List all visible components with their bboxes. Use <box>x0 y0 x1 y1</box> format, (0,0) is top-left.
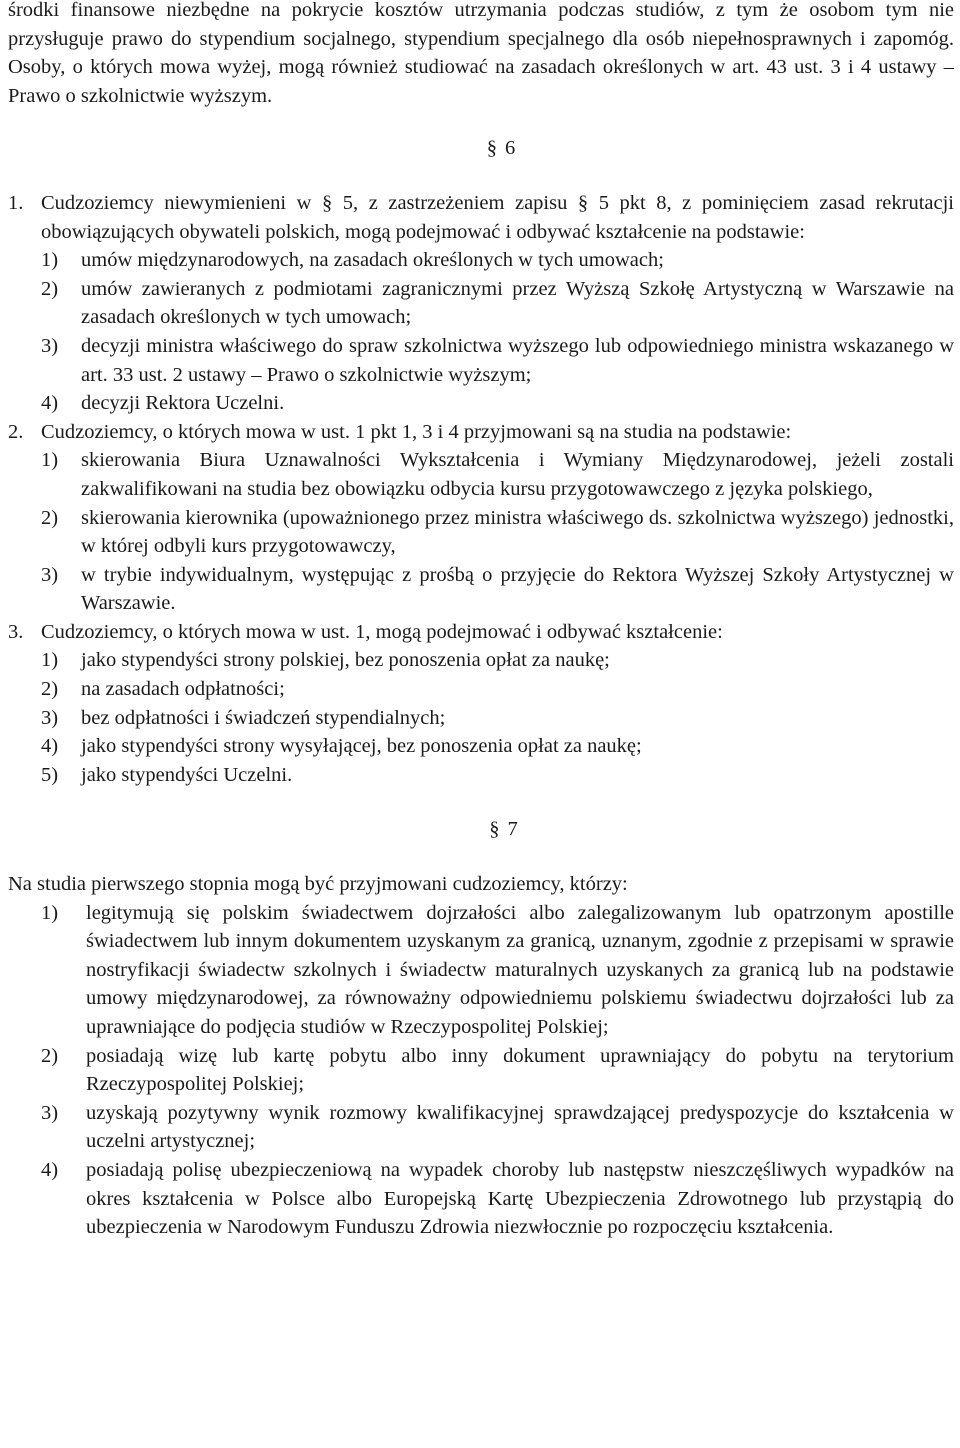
list-item-text: jako stypendyści Uczelni. <box>81 763 293 786</box>
list-item-number: 2) <box>41 1044 59 1067</box>
list-item <box>8 275 954 332</box>
list-item-number: 3) <box>41 334 59 357</box>
list-item-text: legitymują się polskim świadectwem dojrzałości albo zalegalizowanym lub opatrzonym apostille świadectwem lub innym dokumentem uzyskanym za granicą, uznanym, zgodnie z przepisami w sprawie nostryfikacji świadectw szkolnych i świadectw maturalnych uzyskanych za granicą lub na podstawie umowy międzynarodowej, za równoważny odpowiedniemu polskiemu świadectwu dojrzałości lub za uprawniające do podjęcia studiów w Rzeczypospolitej Polskiej; <box>86 901 954 1038</box>
list-item-number: 1) <box>41 649 59 672</box>
list-item-text: umów międzynarodowych, na zasadach określonych w tych umowach; <box>81 249 664 272</box>
paragraph-text: Cudzoziemcy niewymienieni w § 5, z zastrzeżeniem zapisu § 5 pkt 8, z pominięciem zasad rekrutacji obowiązujących obywateli polskich, mogą podejmować i odbywać kształcenie na podstawie: <box>41 191 954 243</box>
list-item-text: jako stypendyści strony polskiej, bez ponoszenia opłat za naukę; <box>81 649 610 672</box>
list-item <box>8 675 954 704</box>
list-item-number: 2) <box>41 277 59 300</box>
paragraph-item <box>8 418 954 447</box>
list-item-number: 4) <box>41 1158 59 1181</box>
list-item <box>8 704 954 733</box>
paragraph-number: 3. <box>8 620 24 643</box>
list-item-text: jako stypendyści strony wysyłającej, bez ponoszenia opłat za naukę; <box>81 735 642 758</box>
list-item <box>8 1099 954 1156</box>
list-item <box>8 732 954 761</box>
list-item-number: 4) <box>41 735 59 758</box>
list-item-number: 2) <box>41 678 59 701</box>
list-item <box>8 446 954 503</box>
list-item-number: 1) <box>41 901 59 924</box>
list-item-text: uzyskają pozytywny wynik rozmowy kwalifikacyjnej sprawdzającej predyspozycje do kształcenia w uczelni artystycznej; <box>86 1101 954 1153</box>
intro-paragraph: środki finansowe niezbędne na pokrycie kosztów utrzymania podczas studiów, z tym że osobom tym nie przysługuje prawo do stypendium socjalnego, stypendium specjalnego dla osób niepełnosprawnych i zapomóg. Osoby, o których mowa wyżej, mogą również studiować na zasadach określonych w art. 43 ust. 3 i 4 ustawy – Prawo o szkolnictwie wyższym. <box>8 0 954 107</box>
list-item-number: 1) <box>41 449 59 472</box>
section-symbol: § <box>486 137 497 160</box>
section-7-intro: Na studia pierwszego stopnia mogą być przyjmowani cudzoziemcy, którzy: <box>8 873 628 896</box>
list-item <box>8 646 954 675</box>
list-item-number: 3) <box>41 1101 59 1124</box>
paragraph-item <box>8 189 954 246</box>
section-symbol: § <box>489 818 500 841</box>
paragraph-number: 1. <box>8 191 24 214</box>
list-item <box>8 332 954 389</box>
section-7-heading <box>8 815 954 844</box>
list-item-number: 2) <box>41 506 59 529</box>
list-item-text: decyzji ministra właściwego do spraw szkolnictwa wyższego lub odpowiedniego ministra wskazanego w art. 33 ust. 2 ustawy – Prawo o szkolnictwie wyższym; <box>81 334 954 386</box>
document-content <box>8 0 954 1242</box>
list-item <box>8 504 954 561</box>
list-item-text: bez odpłatności i świadczeń stypendialnych; <box>81 706 446 729</box>
section-number: 7 <box>507 818 518 841</box>
list-item <box>8 246 954 275</box>
list-item-text: w trybie indywidualnym, występując z prośbą o przyjęcie do Rektora Wyższej Szkoły Artystycznej w Warszawie. <box>81 563 954 615</box>
list-item-text: na zasadach odpłatności; <box>81 678 285 701</box>
list-item-text: posiadają polisę ubezpieczeniową na wypadek choroby lub następstw nieszczęśliwych wypadków na okres kształcenia w Polsce albo Europejską Kartę Ubezpieczenia Zdrowotnego lub przystąpią do ubezpieczenia w Narodowym Funduszu Zdrowia niezwłocznie po rozpoczęciu kształcenia. <box>86 1158 954 1239</box>
list-item <box>8 389 954 418</box>
list-item-number: 3) <box>41 706 59 729</box>
section-6-heading <box>8 134 954 163</box>
paragraph-text: Cudzoziemcy, o których mowa w ust. 1 pkt 1, 3 i 4 przyjmowani są na studia na podstawie: <box>41 420 792 443</box>
list-item <box>8 1156 954 1242</box>
list-item-number: 3) <box>41 563 59 586</box>
paragraph-number: 2. <box>8 420 24 443</box>
list-item-number: 4) <box>41 392 59 415</box>
list-item-text: umów zawieranych z podmiotami zagranicznymi przez Wyższą Szkołę Artystyczną w Warszawie na zasadach określonych w tych umowach; <box>81 277 954 329</box>
list-item <box>8 1042 954 1099</box>
list-item <box>8 899 954 1042</box>
list-item <box>8 761 954 790</box>
section-number: 6 <box>505 137 516 160</box>
list-item <box>8 561 954 618</box>
paragraph-text: Cudzoziemcy, o których mowa w ust. 1, mogą podejmować i odbywać kształcenie: <box>41 620 723 643</box>
list-item-text: posiadają wizę lub kartę pobytu albo inny dokument uprawniający do pobytu na terytorium Rzeczypospolitej Polskiej; <box>86 1044 954 1096</box>
paragraph-item <box>8 618 954 647</box>
list-item-number: 5) <box>41 763 59 786</box>
list-item-text: skierowania kierownika (upoważnionego przez ministra właściwego ds. szkolnictwa wyższego) jednostki, w której odbyli kurs przygotowawczy, <box>81 506 954 558</box>
list-item-text: skierowania Biura Uznawalności Wykształcenia i Wymiany Międzynarodowej, jeżeli zostali zakwalifikowani na studia bez obowiązku odbycia kursu przygotowawczego z języka polskiego, <box>81 449 954 500</box>
list-item-text: decyzji Rektora Uczelni. <box>81 392 285 415</box>
list-item-number: 1) <box>41 249 59 272</box>
